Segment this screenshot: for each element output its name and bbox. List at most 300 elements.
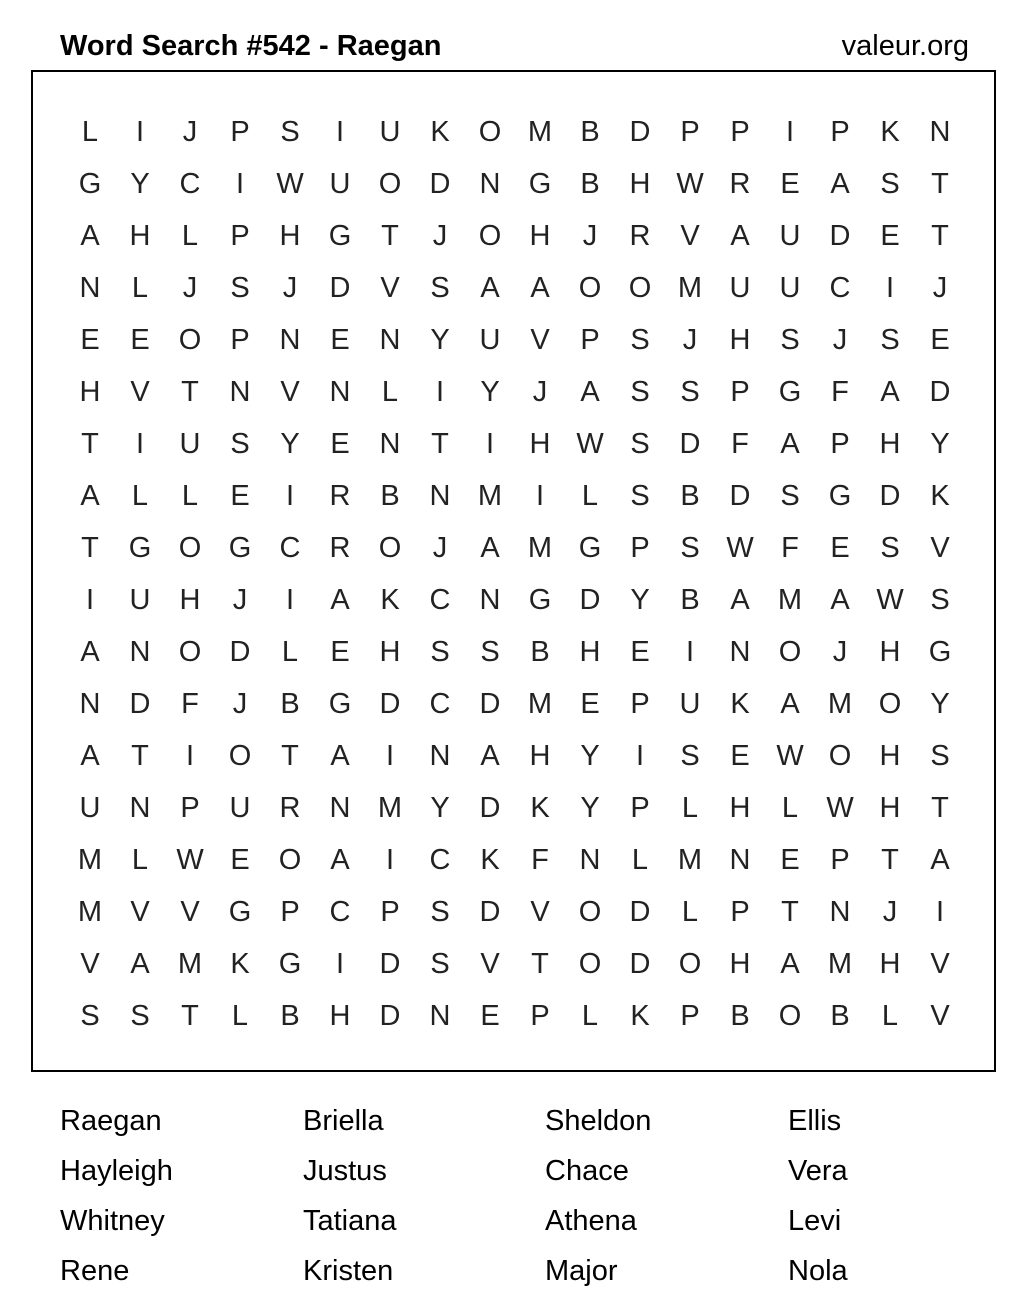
grid-letter[interactable]: U — [79, 792, 101, 824]
grid-letter[interactable]: B — [580, 116, 600, 148]
grid-letter[interactable]: U — [379, 116, 401, 148]
grid-letter[interactable]: Y — [580, 740, 600, 772]
grid-letter[interactable]: M — [677, 272, 703, 304]
grid-letter[interactable]: O — [228, 740, 252, 772]
grid-letter[interactable]: A — [80, 480, 100, 512]
grid-letter[interactable]: A — [330, 740, 350, 772]
grid-letter[interactable]: H — [129, 220, 151, 252]
grid-letter[interactable]: O — [628, 272, 652, 304]
grid-letter[interactable]: K — [380, 584, 400, 616]
grid-letter[interactable]: D — [479, 896, 501, 928]
grid-letter[interactable]: A — [930, 844, 950, 876]
grid-letter[interactable]: M — [527, 532, 553, 564]
grid-letter[interactable]: R — [729, 168, 751, 200]
grid-letter[interactable]: O — [178, 636, 202, 668]
grid-letter[interactable]: M — [777, 584, 803, 616]
grid-letter[interactable]: O — [378, 532, 402, 564]
grid-letter[interactable]: W — [876, 584, 904, 616]
grid-letter[interactable]: T — [531, 948, 549, 980]
grid-letter[interactable]: E — [780, 844, 800, 876]
grid-letter[interactable]: F — [531, 844, 549, 876]
grid-letter[interactable]: S — [630, 480, 650, 512]
grid-letter[interactable]: W — [576, 428, 604, 460]
grid-letter[interactable]: S — [630, 376, 650, 408]
grid-letter[interactable]: I — [235, 168, 245, 200]
grid-letter[interactable]: K — [930, 480, 950, 512]
grid-letter[interactable]: E — [130, 324, 150, 356]
grid-letter[interactable]: G — [578, 532, 602, 564]
grid-letter[interactable]: H — [279, 220, 301, 252]
grid-letter[interactable]: S — [930, 740, 950, 772]
grid-letter[interactable]: K — [530, 792, 550, 824]
grid-letter[interactable]: E — [880, 220, 900, 252]
grid-letter[interactable]: D — [379, 688, 401, 720]
grid-letter[interactable]: N — [329, 376, 351, 408]
grid-letter[interactable]: B — [680, 584, 700, 616]
grid-letter[interactable]: U — [779, 272, 801, 304]
grid-letter[interactable]: G — [128, 532, 152, 564]
grid-letter[interactable]: L — [131, 272, 149, 304]
grid-letter[interactable]: E — [780, 168, 800, 200]
grid-letter[interactable]: G — [328, 688, 352, 720]
grid-letter[interactable]: J — [582, 220, 598, 252]
grid-letter[interactable]: E — [630, 636, 650, 668]
grid-letter[interactable]: V — [930, 1000, 950, 1032]
grid-letter[interactable]: N — [479, 584, 501, 616]
grid-letter[interactable]: P — [630, 688, 650, 720]
grid-letter[interactable]: N — [579, 844, 601, 876]
grid-letter[interactable]: L — [231, 1000, 249, 1032]
grid-letter[interactable]: J — [932, 272, 948, 304]
grid-letter[interactable]: S — [480, 636, 500, 668]
grid-letter[interactable]: L — [81, 116, 99, 148]
grid-letter[interactable]: V — [130, 376, 150, 408]
grid-letter[interactable]: N — [229, 376, 251, 408]
grid-letter[interactable]: E — [230, 844, 250, 876]
grid-letter[interactable]: E — [230, 480, 250, 512]
grid-letter[interactable]: D — [829, 220, 851, 252]
grid-letter[interactable]: D — [629, 896, 651, 928]
grid-letter[interactable]: W — [676, 168, 704, 200]
grid-letter[interactable]: N — [129, 636, 151, 668]
grid-letter[interactable]: P — [230, 116, 250, 148]
grid-letter[interactable]: T — [931, 168, 949, 200]
grid-letter[interactable]: H — [529, 740, 551, 772]
grid-letter[interactable]: W — [776, 740, 804, 772]
grid-letter[interactable]: H — [79, 376, 101, 408]
grid-letter[interactable]: A — [80, 220, 100, 252]
grid-letter[interactable]: I — [335, 948, 345, 980]
grid-letter[interactable]: I — [85, 584, 95, 616]
grid-letter[interactable]: D — [579, 584, 601, 616]
grid-letter[interactable]: A — [530, 272, 550, 304]
grid-letter[interactable]: O — [678, 948, 702, 980]
grid-letter[interactable]: S — [780, 480, 800, 512]
grid-letter[interactable]: M — [827, 948, 853, 980]
grid-letter[interactable]: A — [780, 428, 800, 460]
grid-letter[interactable]: W — [176, 844, 204, 876]
grid-letter[interactable]: B — [380, 480, 400, 512]
grid-letter[interactable]: I — [435, 376, 445, 408]
grid-letter[interactable]: K — [880, 116, 900, 148]
grid-letter[interactable]: N — [279, 324, 301, 356]
grid-letter[interactable]: Y — [280, 428, 300, 460]
grid-letter[interactable]: K — [630, 1000, 650, 1032]
grid-letter[interactable]: D — [229, 636, 251, 668]
grid-letter[interactable]: T — [881, 844, 899, 876]
grid-letter[interactable]: U — [229, 792, 251, 824]
grid-letter[interactable]: I — [185, 740, 195, 772]
grid-letter[interactable]: L — [681, 896, 699, 928]
grid-letter[interactable]: J — [282, 272, 298, 304]
grid-letter[interactable]: E — [830, 532, 850, 564]
grid-letter[interactable]: I — [635, 740, 645, 772]
grid-letter[interactable]: H — [579, 636, 601, 668]
grid-letter[interactable]: Y — [930, 688, 950, 720]
grid-letter[interactable]: T — [81, 428, 99, 460]
grid-letter[interactable]: G — [928, 636, 952, 668]
grid-letter[interactable]: A — [480, 740, 500, 772]
grid-letter[interactable]: A — [830, 584, 850, 616]
grid-letter[interactable]: O — [378, 168, 402, 200]
grid-letter[interactable]: S — [430, 636, 450, 668]
grid-letter[interactable]: Y — [580, 792, 600, 824]
grid-letter[interactable]: L — [881, 1000, 899, 1032]
grid-letter[interactable]: S — [680, 532, 700, 564]
grid-letter[interactable]: J — [182, 116, 198, 148]
grid-letter[interactable]: H — [629, 168, 651, 200]
grid-letter[interactable]: K — [430, 116, 450, 148]
grid-letter[interactable]: N — [479, 168, 501, 200]
grid-letter[interactable]: S — [630, 428, 650, 460]
grid-letter[interactable]: H — [729, 792, 751, 824]
grid-letter[interactable]: J — [232, 688, 248, 720]
grid-letter[interactable]: P — [230, 324, 250, 356]
grid-letter[interactable]: P — [580, 324, 600, 356]
grid-letter[interactable]: P — [180, 792, 200, 824]
grid-letter[interactable]: A — [880, 376, 900, 408]
grid-letter[interactable]: E — [930, 324, 950, 356]
grid-letter[interactable]: G — [528, 168, 552, 200]
grid-letter[interactable]: N — [429, 480, 451, 512]
grid-letter[interactable]: L — [181, 480, 199, 512]
grid-letter[interactable]: U — [329, 168, 351, 200]
grid-letter[interactable]: L — [281, 636, 299, 668]
grid-letter[interactable]: Y — [130, 168, 150, 200]
grid-letter[interactable]: T — [381, 220, 399, 252]
grid-letter[interactable]: M — [377, 792, 403, 824]
grid-letter[interactable]: G — [228, 532, 252, 564]
grid-letter[interactable]: V — [480, 948, 500, 980]
grid-letter[interactable]: I — [385, 740, 395, 772]
grid-letter[interactable]: W — [276, 168, 304, 200]
grid-letter[interactable]: M — [77, 844, 103, 876]
grid-letter[interactable]: E — [580, 688, 600, 720]
grid-letter[interactable]: J — [832, 636, 848, 668]
grid-letter[interactable]: O — [178, 324, 202, 356]
grid-letter[interactable]: S — [630, 324, 650, 356]
grid-letter[interactable]: P — [680, 1000, 700, 1032]
grid-letter[interactable]: P — [830, 116, 850, 148]
grid-letter[interactable]: S — [880, 532, 900, 564]
grid-letter[interactable]: M — [827, 688, 853, 720]
grid-letter[interactable]: H — [529, 428, 551, 460]
grid-letter[interactable]: V — [930, 532, 950, 564]
grid-letter[interactable]: J — [532, 376, 548, 408]
grid-letter[interactable]: L — [131, 480, 149, 512]
grid-letter[interactable]: H — [879, 428, 901, 460]
grid-letter[interactable]: H — [729, 324, 751, 356]
grid-letter[interactable]: H — [879, 792, 901, 824]
grid-letter[interactable]: D — [629, 116, 651, 148]
grid-letter[interactable]: D — [479, 792, 501, 824]
grid-letter[interactable]: N — [429, 1000, 451, 1032]
grid-letter[interactable]: S — [930, 584, 950, 616]
grid-letter[interactable]: D — [479, 688, 501, 720]
grid-letter[interactable]: P — [830, 428, 850, 460]
grid-letter[interactable]: Y — [430, 792, 450, 824]
grid-letter[interactable]: L — [181, 220, 199, 252]
grid-letter[interactable]: S — [680, 740, 700, 772]
grid-letter[interactable]: E — [730, 740, 750, 772]
grid-letter[interactable]: E — [330, 428, 350, 460]
grid-letter[interactable]: A — [130, 948, 150, 980]
grid-letter[interactable]: P — [380, 896, 400, 928]
grid-letter[interactable]: M — [77, 896, 103, 928]
grid-letter[interactable]: D — [379, 1000, 401, 1032]
grid-letter[interactable]: N — [429, 740, 451, 772]
grid-letter[interactable]: F — [781, 532, 799, 564]
grid-letter[interactable]: D — [929, 376, 951, 408]
grid-letter[interactable]: L — [581, 480, 599, 512]
grid-letter[interactable]: A — [780, 948, 800, 980]
grid-letter[interactable]: K — [480, 844, 500, 876]
grid-letter[interactable]: H — [879, 948, 901, 980]
grid-letter[interactable]: J — [832, 324, 848, 356]
grid-letter[interactable]: R — [329, 480, 351, 512]
grid-letter[interactable]: L — [131, 844, 149, 876]
grid-letter[interactable]: P — [280, 896, 300, 928]
grid-letter[interactable]: K — [730, 688, 750, 720]
grid-letter[interactable]: L — [681, 792, 699, 824]
grid-letter[interactable]: P — [630, 792, 650, 824]
grid-letter[interactable]: S — [230, 428, 250, 460]
grid-letter[interactable]: V — [180, 896, 200, 928]
grid-letter[interactable]: A — [80, 740, 100, 772]
grid-letter[interactable]: L — [581, 1000, 599, 1032]
grid-letter[interactable]: P — [730, 896, 750, 928]
grid-letter[interactable]: S — [880, 324, 900, 356]
grid-letter[interactable]: D — [679, 428, 701, 460]
grid-letter[interactable]: O — [878, 688, 902, 720]
grid-letter[interactable]: V — [530, 324, 550, 356]
grid-letter[interactable]: Y — [480, 376, 500, 408]
grid-letter[interactable]: B — [580, 168, 600, 200]
grid-letter[interactable]: I — [485, 428, 495, 460]
grid-letter[interactable]: S — [230, 272, 250, 304]
grid-letter[interactable]: A — [80, 636, 100, 668]
grid-letter[interactable]: O — [778, 1000, 802, 1032]
grid-letter[interactable]: E — [330, 324, 350, 356]
grid-letter[interactable]: A — [580, 376, 600, 408]
grid-letter[interactable]: G — [228, 896, 252, 928]
grid-letter[interactable]: O — [778, 636, 802, 668]
grid-letter[interactable]: O — [478, 116, 502, 148]
grid-letter[interactable]: B — [730, 1000, 750, 1032]
grid-letter[interactable]: H — [729, 948, 751, 980]
grid-letter[interactable]: N — [729, 844, 751, 876]
grid-letter[interactable]: I — [385, 844, 395, 876]
grid-letter[interactable]: T — [781, 896, 799, 928]
grid-letter[interactable]: H — [879, 740, 901, 772]
grid-letter[interactable]: N — [79, 688, 101, 720]
grid-letter[interactable]: Y — [630, 584, 650, 616]
grid-letter[interactable]: M — [527, 116, 553, 148]
grid-letter[interactable]: O — [278, 844, 302, 876]
grid-letter[interactable]: J — [182, 272, 198, 304]
grid-letter[interactable]: M — [477, 480, 503, 512]
grid-letter[interactable]: U — [479, 324, 501, 356]
grid-letter[interactable]: V — [380, 272, 400, 304]
grid-letter[interactable]: N — [379, 324, 401, 356]
grid-letter[interactable]: E — [330, 636, 350, 668]
grid-letter[interactable]: H — [879, 636, 901, 668]
grid-letter[interactable]: O — [828, 740, 852, 772]
grid-letter[interactable]: M — [677, 844, 703, 876]
grid-letter[interactable]: T — [181, 1000, 199, 1032]
grid-letter[interactable]: P — [230, 220, 250, 252]
grid-letter[interactable]: V — [80, 948, 100, 980]
grid-letter[interactable]: T — [81, 532, 99, 564]
grid-letter[interactable]: A — [330, 584, 350, 616]
grid-letter[interactable]: C — [429, 688, 451, 720]
grid-letter[interactable]: C — [179, 168, 201, 200]
grid-letter[interactable]: G — [278, 948, 302, 980]
grid-letter[interactable]: V — [930, 948, 950, 980]
grid-letter[interactable]: N — [829, 896, 851, 928]
grid-letter[interactable]: B — [680, 480, 700, 512]
grid-letter[interactable]: S — [430, 896, 450, 928]
grid-letter[interactable]: V — [680, 220, 700, 252]
grid-letter[interactable]: I — [535, 480, 545, 512]
grid-letter[interactable]: E — [480, 1000, 500, 1032]
grid-letter[interactable]: D — [879, 480, 901, 512]
grid-letter[interactable]: H — [529, 220, 551, 252]
grid-letter[interactable]: V — [530, 896, 550, 928]
grid-letter[interactable]: P — [530, 1000, 550, 1032]
grid-letter[interactable]: N — [929, 116, 951, 148]
grid-letter[interactable]: S — [130, 1000, 150, 1032]
grid-letter[interactable]: P — [680, 116, 700, 148]
grid-letter[interactable]: V — [130, 896, 150, 928]
grid-letter[interactable]: B — [280, 1000, 300, 1032]
grid-letter[interactable]: U — [679, 688, 701, 720]
grid-letter[interactable]: A — [330, 844, 350, 876]
grid-letter[interactable]: W — [726, 532, 754, 564]
grid-letter[interactable]: Y — [930, 428, 950, 460]
grid-letter[interactable]: D — [329, 272, 351, 304]
grid-letter[interactable]: F — [831, 376, 849, 408]
grid-letter[interactable]: H — [329, 1000, 351, 1032]
grid-letter[interactable]: S — [780, 324, 800, 356]
grid-letter[interactable]: U — [179, 428, 201, 460]
grid-letter[interactable]: U — [129, 584, 151, 616]
grid-letter[interactable]: T — [931, 220, 949, 252]
grid-letter[interactable]: G — [828, 480, 852, 512]
grid-letter[interactable]: L — [781, 792, 799, 824]
grid-letter[interactable]: I — [135, 428, 145, 460]
grid-letter[interactable]: I — [935, 896, 945, 928]
grid-letter[interactable]: R — [329, 532, 351, 564]
grid-letter[interactable]: P — [730, 116, 750, 148]
grid-letter[interactable]: T — [181, 376, 199, 408]
grid-letter[interactable]: N — [129, 792, 151, 824]
grid-letter[interactable]: C — [279, 532, 301, 564]
grid-letter[interactable]: M — [177, 948, 203, 980]
grid-letter[interactable]: J — [432, 532, 448, 564]
grid-letter[interactable]: F — [181, 688, 199, 720]
grid-letter[interactable]: G — [328, 220, 352, 252]
grid-letter[interactable]: B — [280, 688, 300, 720]
grid-letter[interactable]: J — [882, 896, 898, 928]
grid-letter[interactable]: D — [629, 948, 651, 980]
grid-letter[interactable]: J — [432, 220, 448, 252]
grid-letter[interactable]: F — [731, 428, 749, 460]
grid-letter[interactable]: L — [381, 376, 399, 408]
grid-letter[interactable]: R — [629, 220, 651, 252]
grid-letter[interactable]: V — [280, 376, 300, 408]
grid-letter[interactable]: R — [279, 792, 301, 824]
grid-letter[interactable]: O — [478, 220, 502, 252]
grid-letter[interactable]: G — [78, 168, 102, 200]
grid-letter[interactable]: A — [830, 168, 850, 200]
grid-letter[interactable]: C — [329, 896, 351, 928]
grid-letter[interactable]: S — [280, 116, 300, 148]
grid-letter[interactable]: D — [429, 168, 451, 200]
grid-letter[interactable]: O — [578, 948, 602, 980]
grid-letter[interactable]: D — [129, 688, 151, 720]
grid-letter[interactable]: D — [379, 948, 401, 980]
grid-letter[interactable]: A — [480, 272, 500, 304]
grid-letter[interactable]: I — [685, 636, 695, 668]
grid-letter[interactable]: M — [527, 688, 553, 720]
grid-letter[interactable]: N — [79, 272, 101, 304]
grid-letter[interactable]: A — [730, 220, 750, 252]
grid-letter[interactable]: O — [178, 532, 202, 564]
grid-letter[interactable]: S — [430, 272, 450, 304]
grid-letter[interactable]: C — [429, 584, 451, 616]
grid-letter[interactable]: H — [179, 584, 201, 616]
grid-letter[interactable]: I — [785, 116, 795, 148]
grid-letter[interactable]: U — [729, 272, 751, 304]
grid-letter[interactable]: I — [885, 272, 895, 304]
grid-letter[interactable]: C — [429, 844, 451, 876]
grid-letter[interactable]: N — [729, 636, 751, 668]
grid-letter[interactable]: B — [830, 1000, 850, 1032]
grid-letter[interactable]: A — [730, 584, 750, 616]
grid-letter[interactable]: L — [631, 844, 649, 876]
grid-letter[interactable]: S — [430, 948, 450, 980]
grid-letter[interactable]: N — [329, 792, 351, 824]
grid-letter[interactable]: T — [131, 740, 149, 772]
grid-letter[interactable]: E — [80, 324, 100, 356]
grid-letter[interactable]: N — [379, 428, 401, 460]
grid-letter[interactable]: J — [232, 584, 248, 616]
grid-letter[interactable]: W — [826, 792, 854, 824]
grid-letter[interactable]: I — [135, 116, 145, 148]
grid-letter[interactable]: T — [431, 428, 449, 460]
grid-letter[interactable]: P — [730, 376, 750, 408]
